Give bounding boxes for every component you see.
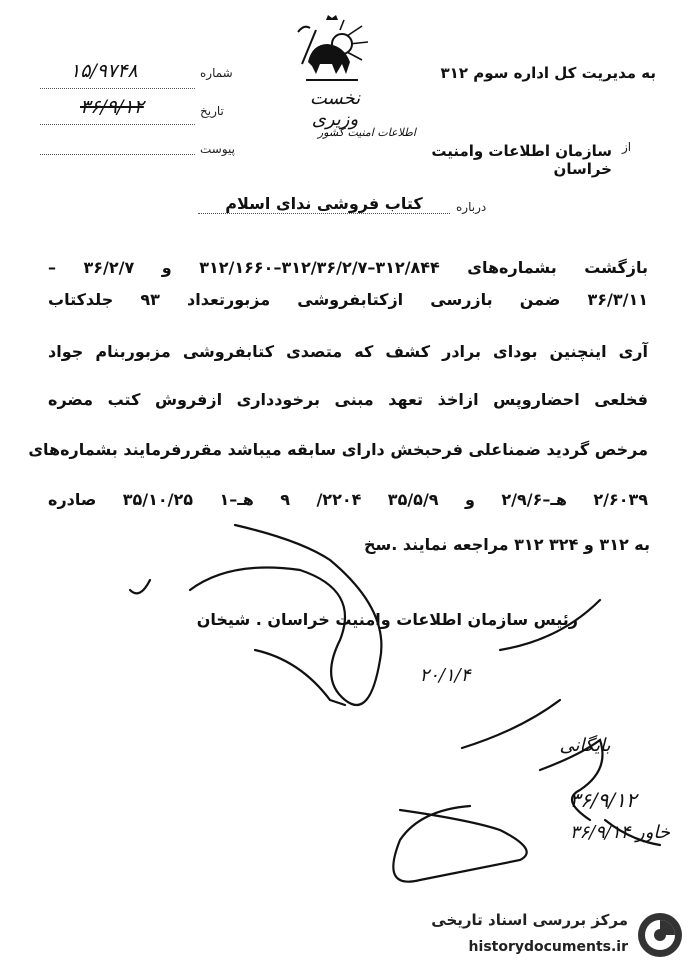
number-label: شماره: [200, 66, 233, 80]
number-value: ۱۵/۹۷۴۸: [70, 60, 138, 82]
ministry-name: نخست وزیری: [309, 88, 361, 130]
date-label: تاریخ: [200, 104, 224, 118]
body-line-4: فخلعی احضاروپس ازاخذ تعهد مبنی برخودداری ازفروش کتب مضره: [48, 390, 648, 409]
sender-name: سازمان اطلاعات وامنیت خراسان: [431, 142, 612, 178]
date-field: [40, 96, 195, 125]
body-line-7: به ۳۱۲ و ۳۲۴ ۳۱۲ مراجعه نمایند .سخ: [363, 535, 650, 554]
archive-logo-icon: [636, 911, 684, 959]
body-line-2: ۳۶/۳/۱۱ ضمن بازرسی ازکتابفروشی مزبورتعداد ۹۳ جلدکتاب: [48, 290, 649, 309]
signature-title: رئیس سازمان اطلاعات وامنیت خراسان . شیخان: [196, 610, 578, 629]
body-line-5: مرخص گردید ضمناعلی فرحبخش دارای سابقه میباشد مقررفرمایند بشماره‌های: [28, 440, 648, 459]
attachment-field: [40, 140, 195, 155]
from-label: از: [622, 140, 632, 154]
attachment-label: پیوست: [200, 142, 235, 156]
handwritten-note-date: ۲۰/۱/۴: [419, 665, 471, 686]
watermark-block: [408, 905, 688, 967]
body-line-1: بازگشت بشماره‌های ۳۱۲/۸۴۴–۳۱۲/۳۶/۲/۷–۳۱۲/۱۶۶۰ و ۳۶/۲/۷ –: [48, 258, 648, 277]
body-line-6: ۲/۶۰۳۹ هـ–۲/۹/۶ و ۳۵/۵/۹ ۲۲۰۴/ ۹ هـ–۱ ۳۵/۱۰/۲۵ صادره: [48, 490, 649, 509]
sender-department: اطلاعات امنیت کشور: [317, 126, 416, 139]
addressee-line: به مدیریت کل اداره سوم ۳۱۲: [440, 64, 656, 82]
date-value: ۳۶/۹/۱۲: [80, 96, 144, 118]
watermark-title: مرکز بررسی اسناد تاریخی: [431, 911, 628, 929]
lion-and-sun-emblem-icon: [292, 14, 372, 88]
subject-label: درباره: [456, 200, 487, 214]
number-field: [40, 60, 195, 89]
body-line-3: آری اینچنین بودای برادر کشف که متصدی کتابفروشی مزبوربنام جواد: [48, 342, 648, 361]
handwritten-margin-note: بایگانی: [559, 735, 611, 756]
handwritten-margin-date: ۳۶/۹/۱۲: [569, 788, 637, 812]
watermark-url: historydocuments.ir: [468, 939, 628, 955]
handwritten-archive-note: خاور ۳۶/۹/۱۴: [569, 822, 670, 843]
subject-value: کتاب فروشی ندای اسلام: [198, 194, 450, 214]
